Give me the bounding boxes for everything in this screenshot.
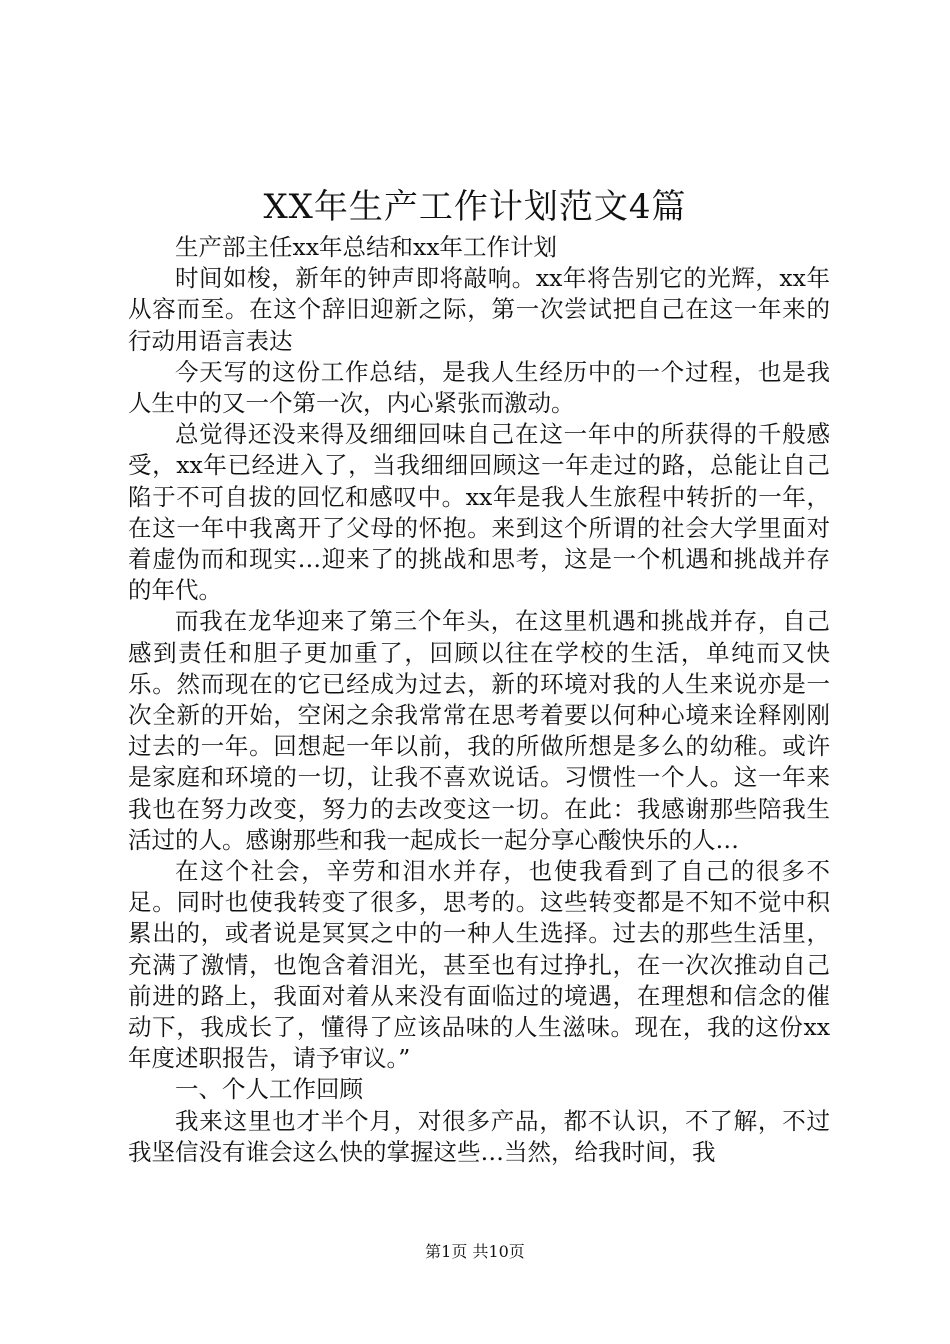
paragraph: 我来这里也才半个月，对很多产品，都不认识，不了解，不过我坚信没有谁会这么快的掌握这些…当然，给我时间，我 <box>128 1106 830 1166</box>
section-heading: 一、个人工作回顾 <box>175 1075 363 1104</box>
paragraph: 而我在龙华迎来了第三个年头，在这里机遇和挑战并存，自己感到责任和胆子更加重了，回顾以往在学校的生活，单纯而又快乐。然而现在的它已经成为过去，新的环境对我的人生来说亦是一次全新的开始，空闲之余我常常在思考着要以何种心境来诠释刚刚过去的一年。回想起一年以前，我的所做所想是多么的幼稚。或许是家庭和环境的一切，让我不喜欢说话。习惯性一个人。这一年来我也在努力改变，努力的去改变这一切。在此：我感谢那些陪我生活过的人。感谢那些和我一起成长一起分享心酸快乐的人… <box>128 607 830 854</box>
document-title: XX年生产工作计划范文4篇 <box>263 187 687 227</box>
paragraph: 总觉得还没来得及细细回味自己在这一年中的所获得的千般感受，xx年已经进入了，当我细细回顾这一年走过的路，总能让自己陷于不可自拔的回忆和感叹中。xx年是我人生旅程中转折的一年，在这一年中我离开了父母的怀抱。来到这个所谓的社会大学里面对着虚伪而和现实…迎来了的挑战和思考，这是一个机遇和挑战并存的年代。 <box>128 420 830 605</box>
paragraph: 在这个社会，辛劳和泪水并存，也使我看到了自己的很多不足。同时也使我转变了很多，思考的。这些转变都是不知不觉中积累出的，或者说是冥冥之中的一种人生选择。过去的那些生活里，充满了激情，也饱含着泪光，甚至也有过挣扎，在一次次推动自己前进的路上，我面对着从来没有面临过的境遇，在理想和信念的催动下，我成长了，懂得了应该品味的人生滋味。现在，我的这份xx年度述职报告，请予审议。” <box>128 857 830 1073</box>
paragraph-subtitle: 生产部主任xx年总结和xx年工作计划 <box>175 233 558 261</box>
paragraph: 时间如梭，新年的钟声即将敲响。xx年将告别它的光辉，xx年从容而至。在这个辞旧迎新之际，第一次尝试把自己在这一年来的行动用语言表达 <box>128 264 830 355</box>
paragraph: 今天写的这份工作总结，是我人生经历中的一个过程，也是我人生中的又一个第一次，内心紧张而激动。 <box>128 357 830 418</box>
page-footer: 第1页 共10页 <box>425 1242 525 1261</box>
document-body <box>128 232 830 1168</box>
